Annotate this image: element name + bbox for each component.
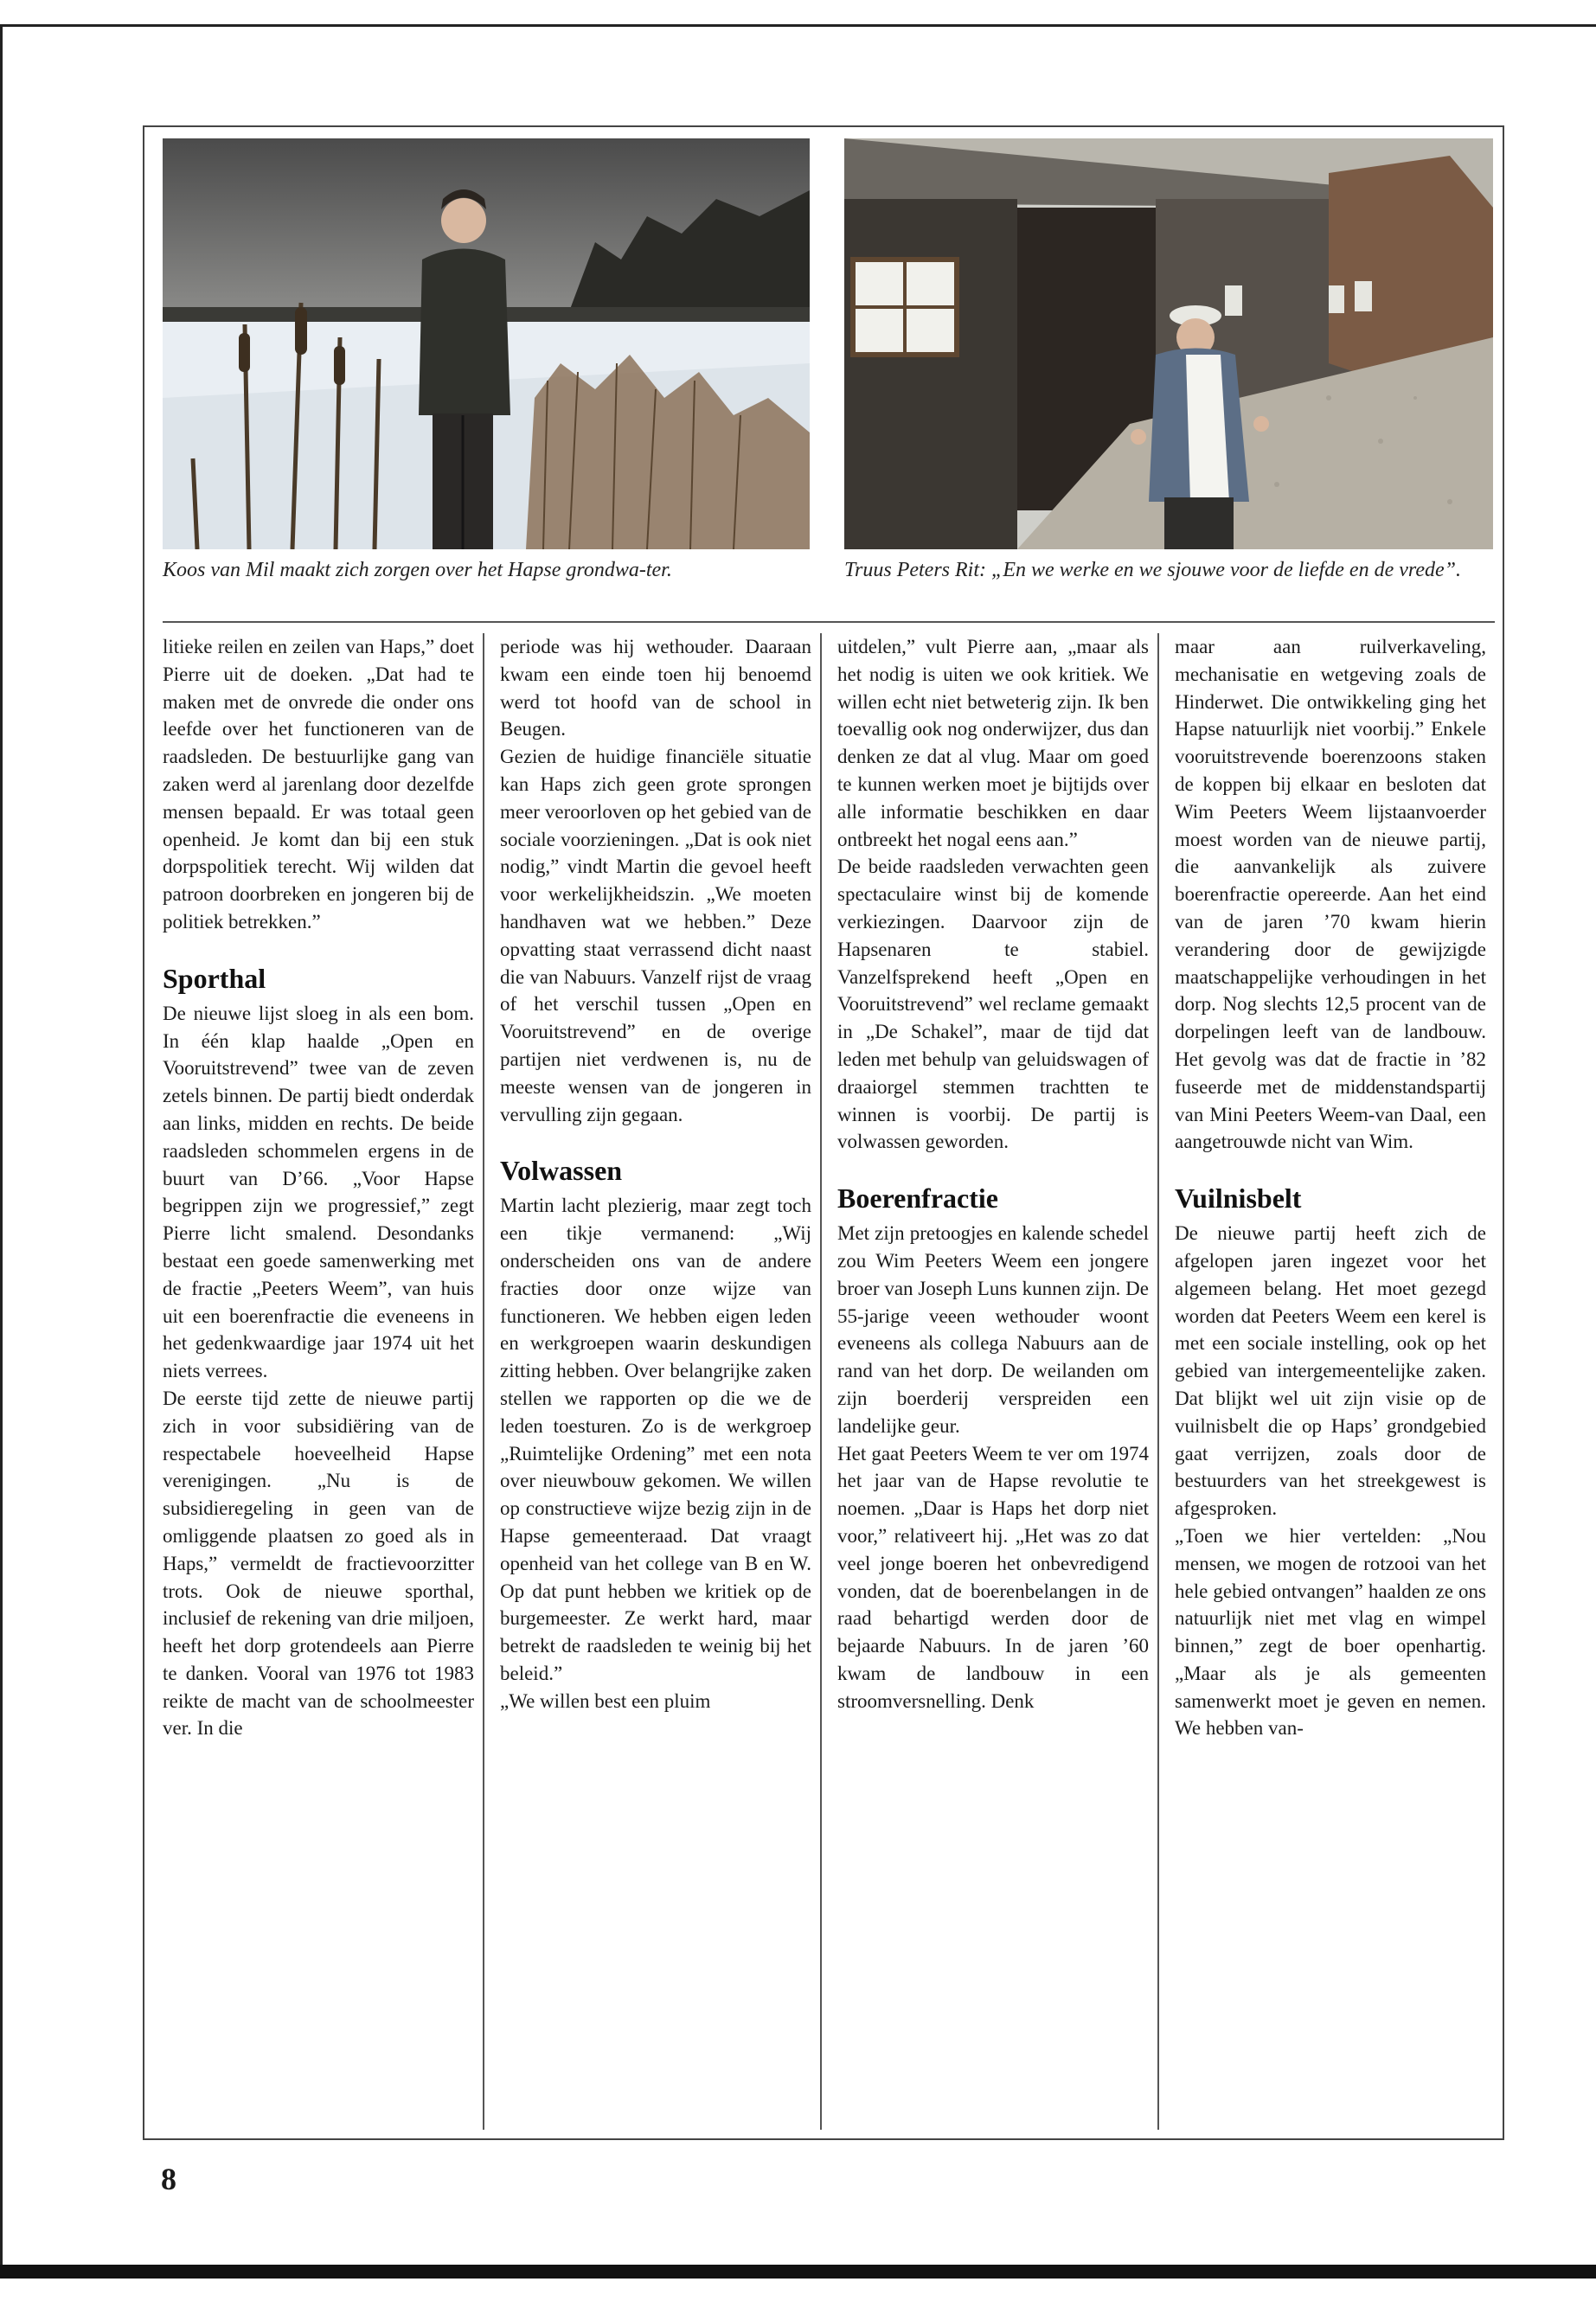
paragraph: De beide raadsleden verwachten geen spectaculaire winst bij de komende verkiezingen. Daarvoor zijn de Hapsenaren te stabiel. Vanzelfsprekend heeft „Open en Vooruitstrevend” wel reclame gemaakt in „De Schakel”, maar de tijd dat leden met behulp van geluidswagen of draaiorgel stemmen trachtten te winnen is voorbij. De partij is volwassen geworden.: [837, 856, 1149, 1153]
paragraph: periode was hij wethouder. Daaraan kwam een einde toen hij benoemd werd tot hoofd van de school in Beugen.: [500, 636, 811, 740]
photo-lake-man: [163, 138, 810, 549]
page-number: 8: [161, 2162, 176, 2196]
column-divider-1: [483, 633, 484, 2130]
paragraph: Met zijn pretoogjes en kalende schedel zou Wim Peeters Weem een jongere broer van Joseph Luns kunnen zijn. De 55-jarige veeen wethouder woont eveneens als collega Nabuurs aan de rand van het dorp. De weilanden om zijn boerderij verspreiden een landelijke geur.: [837, 1222, 1149, 1437]
article-column-4: [1175, 633, 1486, 1742]
paragraph: uitdelen,” vult Pierre aan, „maar als het nodig is uiten we ook kritiek. We willen echt niet betweterig zijn. Ik ben toevallig ook nog onderwijzer, dus dan denken ze dat al vlug. Maar om goed te kunnen werken moet je bijtijds over alle informatie beschikken en daar ontbreekt het nogal eens aan.”: [837, 636, 1149, 850]
photo-caption-1: Koos van Mil maakt zich zorgen over het Hapse grondwa-ter.: [163, 559, 672, 581]
article-column-3: [837, 633, 1149, 1715]
photo-farm-woman: [844, 138, 1493, 549]
paragraph: Martin lacht plezierig, maar zegt toch een tikje vermanend: „Wij onderscheiden ons van de andere fracties door onze wijze van functioneren. We hebben eigen leden en werkgroepen waarin deskundigen zitting hebben. Over belangrijke zaken stellen we rapporten op die we de leden toesturen. Zo is de werkgroep „Ruimtelijke Ordening” met een nota over nieuwbouw gekomen. We willen op constructieve wijze bezig zijn in de Hapse gemeenteraad. Dat vraagt openheid van het college van B en W. Op dat punt hebben we kritiek op de burgemeester. Ze werkt hard, maar betrekt de raadsleden te weinig bij het beleid.”: [500, 1195, 811, 1684]
paragraph: „We willen best een pluim: [500, 1689, 711, 1712]
article-column-1: [163, 633, 474, 1742]
page-bottom-bar: [0, 2265, 1596, 2279]
column-divider-3: [1157, 633, 1159, 2130]
paragraph: „Toen we hier vertelden: „Nou mensen, we mogen de rotzooi van het hele gebied ontvangen” haalden ze ons natuurlijk niet met vlag en wimpel binnen,” zegt de boer openhartig. „Maar als je als gemeenten samenwerkt moet je geven en nemen. We hebben van-: [1175, 1524, 1486, 1740]
column-divider-2: [820, 633, 822, 2130]
paragraph: Het gaat Peeters Weem te ver om 1974 het jaar van de Hapse revolutie te noemen. „Daar is Haps het dorp niet voor,” relativeert hij. „Het was zo dat veel jonge boeren het onbevredigend vonden, dat de boerenbelangen in de raad behartigd werden door de bejaarde Nabuurs. In de jaren ’60 kwam de landbouw in een stroomversnelling. Denk: [837, 1442, 1149, 1712]
section-heading: Boerenfractie: [837, 1183, 998, 1215]
section-heading: Sporthal: [163, 962, 266, 994]
page-left-rule: [0, 24, 3, 2265]
photo-caption-2: Truus Peters Rit: „En we werke en we sjouwe voor de liefde en de vrede”.: [844, 559, 1461, 581]
section-heading: Vuilnisbelt: [1175, 1183, 1302, 1215]
paragraph: De nieuwe partij heeft zich de afgelopen jaren ingezet voor het algemeen belang. Het moet gezegd worden dat Peeters Weem een kerel is met een sociale instelling, ook op het gebied van intergemeentelijke zaken. Dat blijkt wel uit zijn visie op de vuilnisbelt die op Haps’ grondgebied gaat verrijzen, zoals door de bestuurders van het streekgewest is afgesproken.: [1175, 1222, 1486, 1520]
paragraph: maar aan ruilverkaveling, mechanisatie en wetgeving zoals de Hinderwet. Die ontwikkeling ging het Hapse natuurlijk niet voorbij.” Enkele vooruitstrevende boerenzoons staken de koppen bij elkaar en besloten dat Wim Peeters Weem lijstaanvoerder moest worden van de nieuwe partij, die aanvankelijk als zuivere boerenfractie opereerde. Aan het eind van de jaren ’70 kwam hierin verandering door de gewijzigde maatschappelijke verhoudingen in het dorp. Nog slechts 12,5 procent van de dorpelingen leeft van de landbouw. Het gevolg was dat de fractie in ’82 fuseerde met de middenstandspartij van Mini Peeters Weem-van Daal, een aangetrouwde nicht van Wim.: [1175, 636, 1486, 1153]
paragraph: Gezien de huidige financiële situatie kan Haps zich geen grote sprongen meer veroorloven op het gebied van de sociale voorzieningen. „Dat is ook niet nodig,” vindt Martin die gevoel heeft voor werkelijkheidszin. „We moeten handhaven wat we hebben.” Deze opvatting staat verrassend dicht naast die van Nabuurs. Vanzelf rijst de vraag of het verschil tussen „Open en Vooruitstrevend” en de overige partijen niet verdwenen is, nu de meeste wensen van de jongeren in vervulling zijn gegaan.: [500, 746, 811, 1125]
article-column-2: [500, 633, 811, 1715]
paragraph: litieke reilen en zeilen van Haps,” doet Pierre uit de doeken. „Dat had te maken met de onvrede die onder ons leefde over het functioneren van de raadsleden. De bestuurlijke gang van zaken werd al jarenlang door dezelfde mensen bepaald. Er was totaal geen openheid. Je komt dan bij een stuk dorpspolitiek terecht. Wij wilden dat patroon doorbreken en jongeren bij de politiek betrekken.”: [163, 636, 474, 933]
caption-rule: [163, 621, 1495, 623]
paragraph: De nieuwe lijst sloeg in als een bom. In één klap haalde „Open en Vooruitstrevend” twee van de zeven zetels binnen. De partij biedt onderdak aan links, midden en rechts. De beide raadsleden schommelen ergens in de buurt van D’66. „Voor Hapse begrippen zijn we progressief,” zegt Pierre licht smalend. Desondanks bestaat een goede samenwerking met de fractie „Peeters Weem”, van huis uit een boerenfractie die eveneens in het gedenkwaardige jaar 1974 uit het niets verrees.: [163, 1002, 474, 1382]
section-heading: Volwassen: [500, 1155, 623, 1187]
paragraph: De eerste tijd zette de nieuwe partij zich in voor subsidiëring van de respectabele hoeveelheid Hapse verenigingen. „Nu is de subsidieregeling in geen van de omliggende plaatsen zo goed als in Haps,” vermeldt de fractievoorzitter trots. Ook de nieuwe sporthal, inclusief de rekening van drie miljoen, heeft het dorp grotendeels aan Pierre te danken. Vooral van 1976 tot 1983 reikte de macht van de schoolmeester ver. In die: [163, 1387, 474, 1740]
page-top-rule: [0, 24, 1596, 27]
